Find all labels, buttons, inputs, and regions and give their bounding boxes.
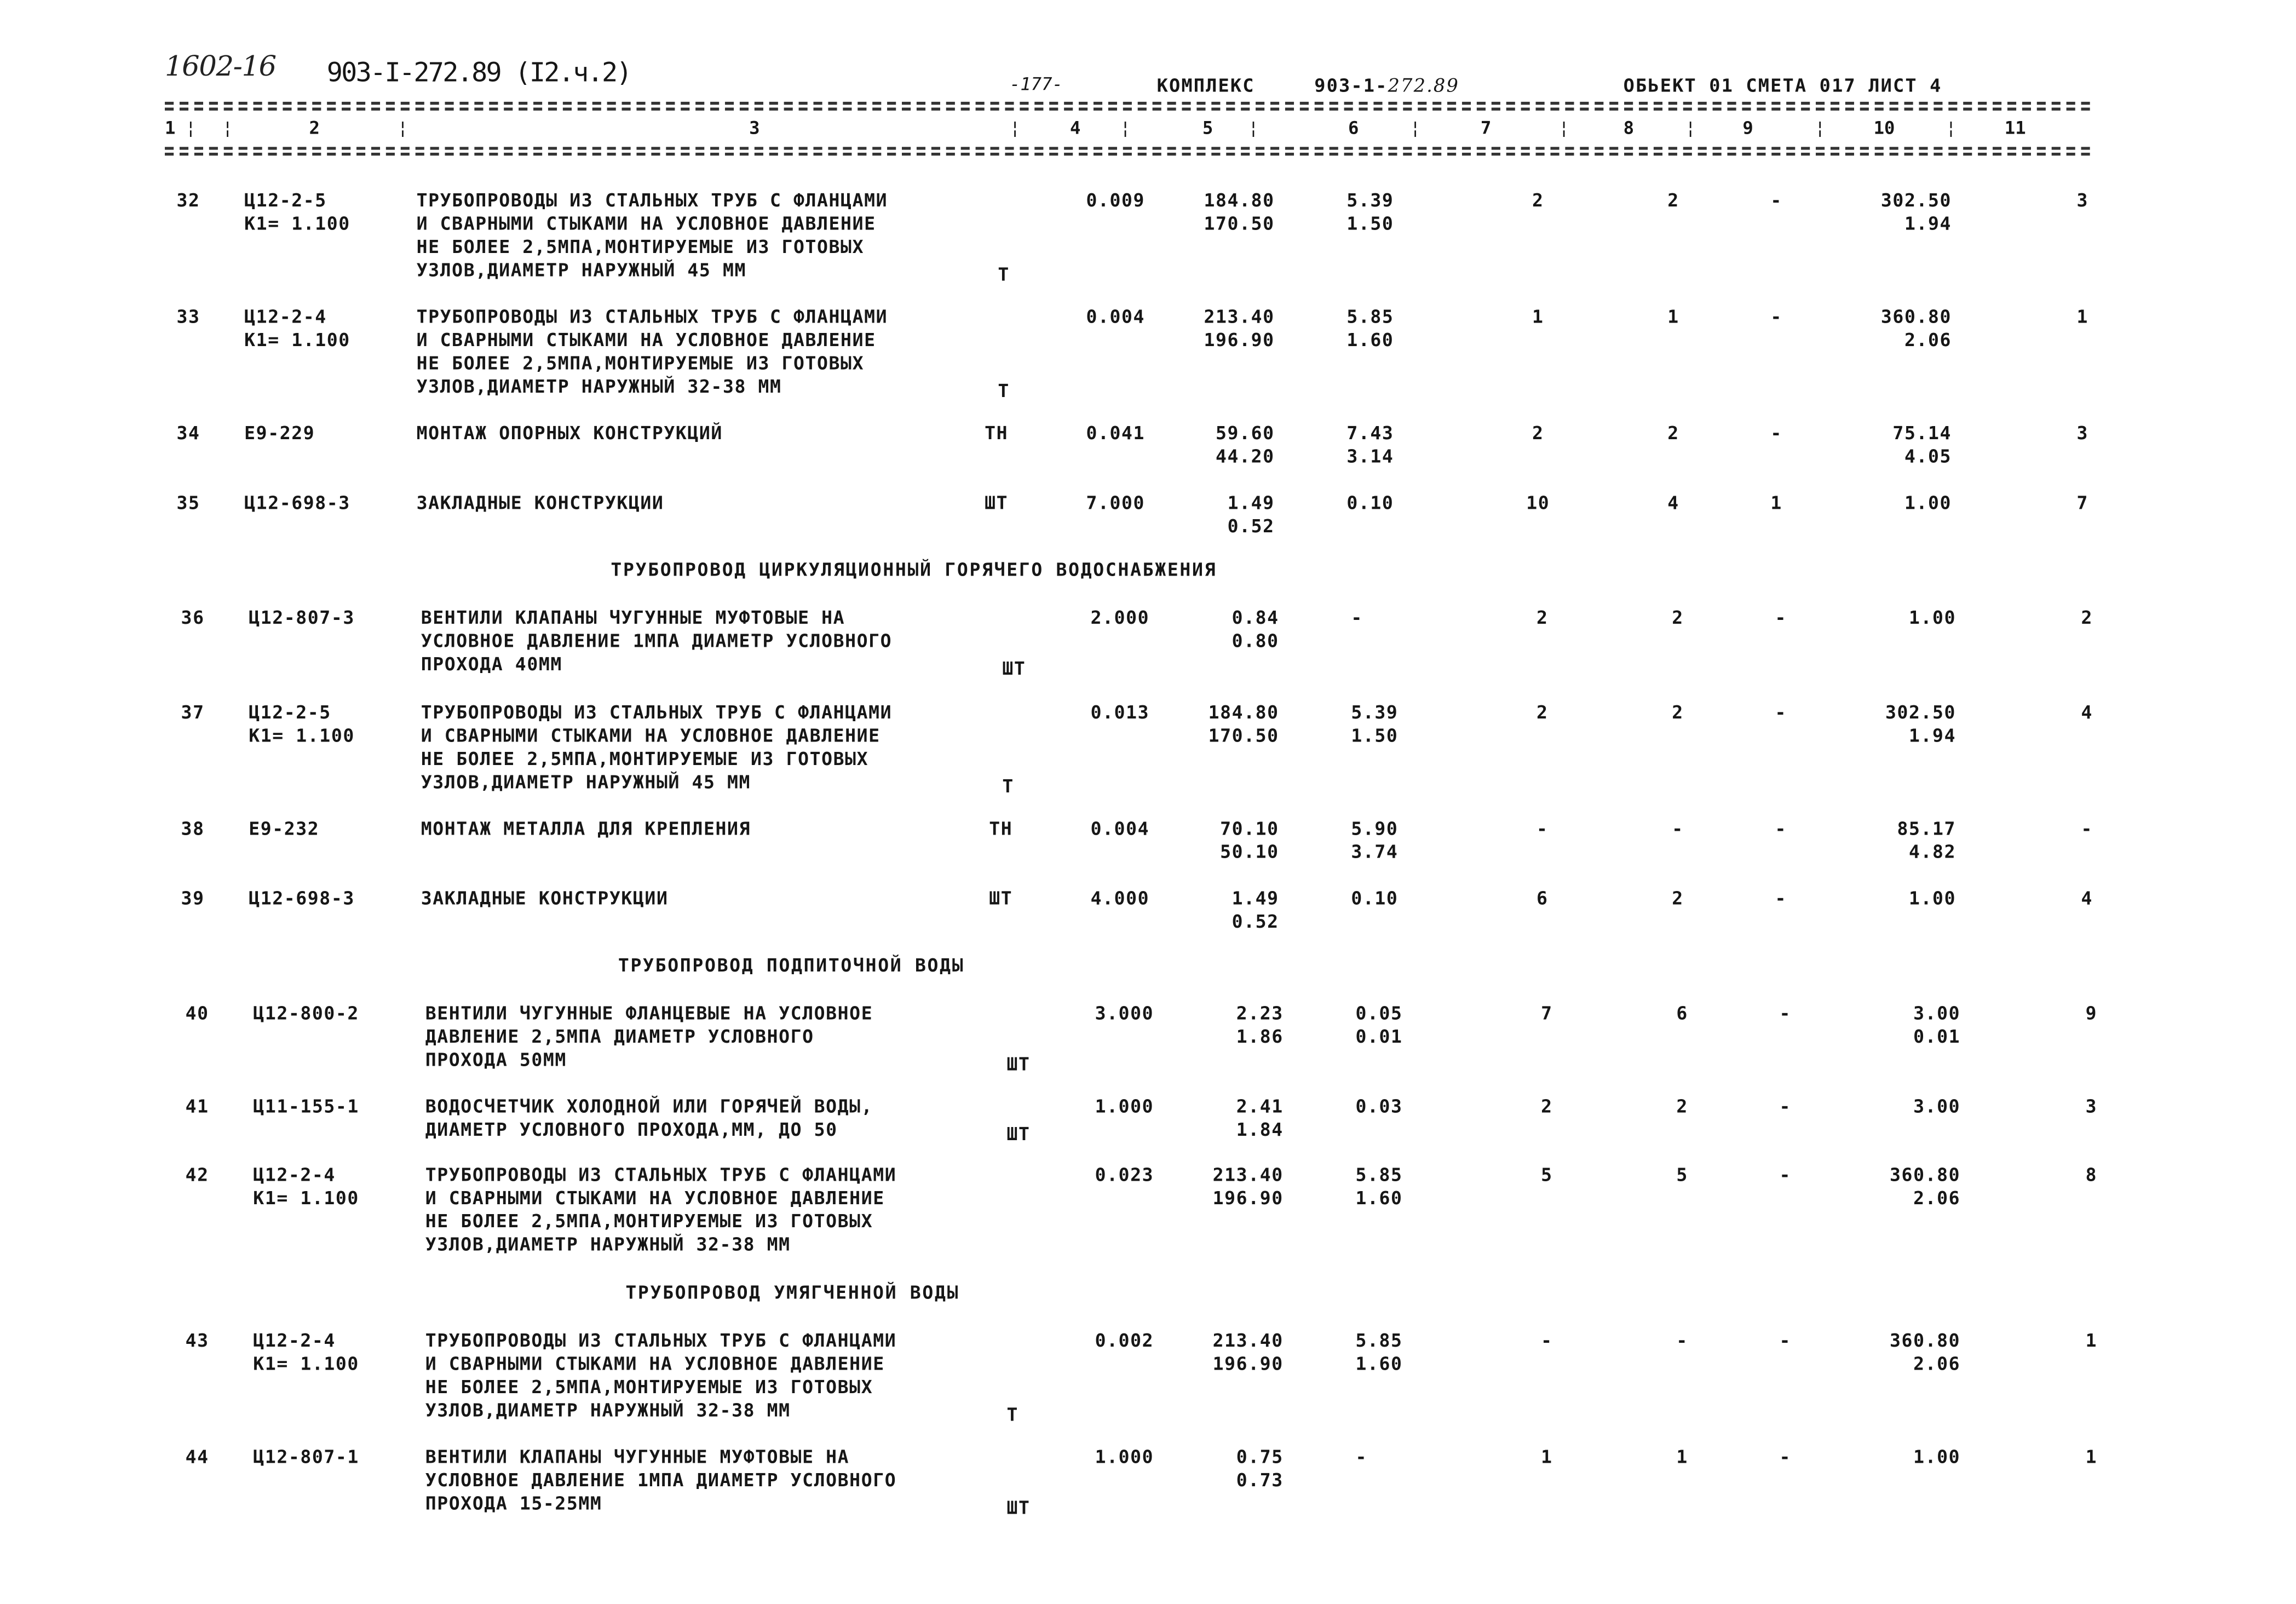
total: 3.00 bbox=[1913, 1096, 1961, 1117]
quantity: 4.000 bbox=[1090, 888, 1150, 909]
col-8: 5 bbox=[1676, 1165, 1688, 1186]
total-wages: 0.01 bbox=[1913, 1026, 1961, 1047]
col-11: 4 bbox=[2081, 888, 2093, 909]
description-line: ЗАКЛАДНЫЕ КОНСТРУКЦИИ bbox=[416, 493, 664, 514]
unit-price: 213.40 bbox=[1204, 307, 1275, 327]
column-number-9: 9 bbox=[1742, 118, 1753, 139]
header-rule-top-2 bbox=[165, 108, 2090, 111]
total: 3.00 bbox=[1913, 1003, 1961, 1024]
unit-price-wages: 44.20 bbox=[1216, 446, 1275, 467]
unit-price: 213.40 bbox=[1212, 1330, 1284, 1351]
cost-wages: 1.60 bbox=[1355, 1354, 1403, 1375]
unit: ШТ bbox=[1006, 1124, 1031, 1145]
quantity: 2.000 bbox=[1090, 607, 1150, 629]
cost-total: - bbox=[1351, 607, 1363, 629]
column-number-8: 8 bbox=[1623, 118, 1635, 139]
row-number: 41 bbox=[185, 1096, 209, 1117]
unit-price-wages: 196.90 bbox=[1212, 1188, 1284, 1209]
unit: ШТ bbox=[985, 493, 1009, 514]
unit: ШТ bbox=[1006, 1054, 1031, 1075]
coefficient: К1= 1.100 bbox=[249, 726, 355, 746]
quantity: 0.041 bbox=[1086, 423, 1146, 444]
cost-wages: 1.50 bbox=[1351, 726, 1399, 746]
unit-price: 184.80 bbox=[1208, 702, 1279, 723]
description-line: УЗЛОВ,ДИАМЕТР НАРУЖНЫЙ 45 ММ bbox=[421, 772, 751, 793]
unit: Т bbox=[1006, 1405, 1018, 1425]
unit-price: 184.80 bbox=[1204, 190, 1275, 211]
cost-wages: 1.60 bbox=[1346, 330, 1394, 350]
unit-price-wages: 0.80 bbox=[1232, 631, 1279, 652]
row-number: 36 bbox=[181, 607, 205, 629]
rate-code: Е9-229 bbox=[244, 423, 315, 444]
coefficient: К1= 1.100 bbox=[253, 1188, 359, 1209]
row-number: 43 bbox=[185, 1330, 209, 1351]
description-line: ВЕНТИЛИ КЛАПАНЫ ЧУГУННЫЕ МУФТОВЫЕ НА bbox=[421, 607, 845, 629]
description-line: НЕ БОЛЕЕ 2,5МПА,МОНТИРУЕМЫЕ ИЗ ГОТОВЫХ bbox=[416, 237, 865, 258]
col-8: 1 bbox=[1676, 1447, 1688, 1468]
col-9: - bbox=[1770, 423, 1782, 444]
rate-code: Ц12-698-3 bbox=[244, 493, 350, 514]
col-7: - bbox=[1537, 819, 1549, 840]
col-8: 4 bbox=[1667, 493, 1679, 514]
description-line: НЕ БОЛЕЕ 2,5МПА,МОНТИРУЕМЫЕ ИЗ ГОТОВЫХ bbox=[416, 353, 865, 374]
cost-total: 5.39 bbox=[1346, 190, 1394, 211]
unit-price: 1.49 bbox=[1227, 493, 1275, 514]
description-line: ТРУБОПРОВОДЫ ИЗ СТАЛЬНЫХ ТРУБ С ФЛАНЦАМИ bbox=[421, 702, 893, 723]
total-wages: 1.94 bbox=[1904, 214, 1952, 234]
total-wages: 2.06 bbox=[1913, 1354, 1961, 1375]
description-line: НЕ БОЛЕЕ 2,5МПА,МОНТИРУЕМЫЕ ИЗ ГОТОВЫХ bbox=[425, 1211, 873, 1232]
description-line: ЗАКЛАДНЫЕ КОНСТРУКЦИИ bbox=[421, 888, 669, 909]
unit-price-wages: 0.52 bbox=[1232, 911, 1279, 933]
description-line: ТРУБОПРОВОДЫ ИЗ СТАЛЬНЫХ ТРУБ С ФЛАНЦАМИ bbox=[416, 307, 888, 327]
col-8: 2 bbox=[1672, 888, 1684, 909]
unit-price-wages: 0.73 bbox=[1236, 1470, 1284, 1491]
column-number-4: 4 bbox=[1070, 118, 1081, 139]
unit-price: 0.84 bbox=[1232, 607, 1279, 629]
row-number: 35 bbox=[176, 493, 200, 514]
unit-price: 59.60 bbox=[1216, 423, 1275, 444]
col-11: 1 bbox=[2085, 1447, 2098, 1468]
row-number: 42 bbox=[185, 1165, 209, 1186]
rate-code: Ц12-698-3 bbox=[249, 888, 355, 909]
col-8: 2 bbox=[1667, 423, 1679, 444]
description-line: УЗЛОВ,ДИАМЕТР НАРУЖНЫЙ 32-38 ММ bbox=[425, 1234, 791, 1255]
column-separator: ¦ bbox=[1815, 118, 1826, 139]
col-9: - bbox=[1775, 888, 1787, 909]
unit-price: 2.41 bbox=[1236, 1096, 1284, 1117]
handwritten-number: 1602-16 bbox=[165, 50, 276, 83]
cost-total: 5.90 bbox=[1351, 819, 1399, 840]
coefficient: К1= 1.100 bbox=[253, 1354, 359, 1375]
total-wages: 2.06 bbox=[1904, 330, 1952, 350]
unit-price-wages: 0.52 bbox=[1227, 516, 1275, 537]
row-number: 39 bbox=[181, 888, 205, 909]
column-separator: ¦ bbox=[1558, 118, 1569, 139]
description-line: ТРУБОПРОВОДЫ ИЗ СТАЛЬНЫХ ТРУБ С ФЛАНЦАМИ bbox=[416, 190, 888, 211]
col-7: 2 bbox=[1532, 190, 1544, 211]
complex-label: КОМПЛЕКС bbox=[1156, 74, 1255, 96]
col-9: - bbox=[1779, 1330, 1792, 1351]
col-9: - bbox=[1775, 819, 1787, 840]
col-7: 5 bbox=[1541, 1165, 1553, 1186]
cost-total: 0.10 bbox=[1351, 888, 1399, 909]
unit: ТН bbox=[989, 819, 1013, 840]
col-7: 2 bbox=[1541, 1096, 1553, 1117]
unit: ТН bbox=[985, 423, 1009, 444]
col-11: 2 bbox=[2081, 607, 2093, 629]
description-line: И СВАРНЫМИ СТЫКАМИ НА УСЛОВНОЕ ДАВЛЕНИЕ bbox=[416, 330, 876, 350]
cost-total: 5.85 bbox=[1346, 307, 1394, 327]
rate-code: Ц12-2-5 bbox=[249, 702, 331, 723]
rate-code: Ц12-2-4 bbox=[244, 307, 327, 327]
column-number-3: 3 bbox=[749, 118, 760, 139]
header-rule-top bbox=[165, 102, 2090, 105]
quantity: 0.013 bbox=[1090, 702, 1150, 723]
unit-price-wages: 1.84 bbox=[1236, 1119, 1284, 1140]
col-9: - bbox=[1775, 607, 1787, 629]
col-7: 2 bbox=[1537, 702, 1549, 723]
col-11: 8 bbox=[2085, 1165, 2098, 1186]
col-8: 2 bbox=[1676, 1096, 1688, 1117]
total: 1.00 bbox=[1909, 607, 1957, 629]
quantity: 0.023 bbox=[1095, 1165, 1154, 1186]
total: 1.00 bbox=[1913, 1447, 1961, 1468]
col-8: 1 bbox=[1667, 307, 1679, 327]
col-11: 3 bbox=[2076, 190, 2088, 211]
unit-price-wages: 170.50 bbox=[1204, 214, 1275, 234]
rate-code: Ц12-2-5 bbox=[244, 190, 327, 211]
quantity: 1.000 bbox=[1095, 1096, 1154, 1117]
unit: ШТ bbox=[989, 888, 1013, 909]
column-number-5: 5 bbox=[1202, 118, 1213, 139]
section-title: ТРУБОПРОВОД ЦИРКУЛЯЦИОННЫЙ ГОРЯЧЕГО ВОДОСНАБЖЕНИЯ bbox=[611, 560, 1217, 580]
description-line: ПРОХОДА 50ММ bbox=[425, 1050, 567, 1071]
complex-code-print: 903-1- bbox=[1314, 74, 1388, 96]
cost-wages: 3.74 bbox=[1351, 842, 1399, 863]
unit-price: 0.75 bbox=[1236, 1447, 1284, 1468]
col-8: 6 bbox=[1676, 1003, 1688, 1024]
unit: Т bbox=[998, 265, 1010, 285]
column-number-1: 1 bbox=[165, 118, 176, 139]
col-8: 2 bbox=[1672, 702, 1684, 723]
col-8: 2 bbox=[1672, 607, 1684, 629]
coefficient: К1= 1.100 bbox=[244, 214, 350, 234]
row-number: 38 bbox=[181, 819, 205, 840]
col-8: - bbox=[1676, 1330, 1688, 1351]
unit-price-wages: 170.50 bbox=[1208, 726, 1279, 746]
quantity: 1.000 bbox=[1095, 1447, 1154, 1468]
col-7: 2 bbox=[1532, 423, 1544, 444]
unit-price-wages: 196.90 bbox=[1204, 330, 1275, 350]
description-line: ВЕНТИЛИ КЛАПАНЫ ЧУГУННЫЕ МУФТОВЫЕ НА bbox=[425, 1447, 850, 1468]
total: 75.14 bbox=[1892, 423, 1952, 444]
col-11: - bbox=[2081, 819, 2093, 840]
col-9: - bbox=[1779, 1447, 1792, 1468]
total: 360.80 bbox=[1890, 1330, 1961, 1351]
description-line: ТРУБОПРОВОДЫ ИЗ СТАЛЬНЫХ ТРУБ С ФЛАНЦАМИ bbox=[425, 1330, 897, 1351]
total: 1.00 bbox=[1904, 493, 1952, 514]
section-title: ТРУБОПРОВОД УМЯГЧЕННОЙ ВОДЫ bbox=[625, 1283, 960, 1303]
description-line: МОНТАЖ ОПОРНЫХ КОНСТРУКЦИЙ bbox=[416, 423, 723, 444]
column-separator: ¦ bbox=[1409, 118, 1421, 139]
rate-code: Ц12-807-1 bbox=[253, 1447, 359, 1468]
total-wages: 4.05 bbox=[1904, 446, 1952, 467]
description-line: ТРУБОПРОВОДЫ ИЗ СТАЛЬНЫХ ТРУБ С ФЛАНЦАМИ bbox=[425, 1165, 897, 1186]
object-info: ОБЬЕКТ 01 СМЕТА 017 ЛИСТ 4 bbox=[1623, 74, 1942, 96]
quantity: 7.000 bbox=[1086, 493, 1146, 514]
cost-total: 5.39 bbox=[1351, 702, 1399, 723]
col-7: 1 bbox=[1532, 307, 1544, 327]
description-line: УЗЛОВ,ДИАМЕТР НАРУЖНЫЙ 32-38 ММ bbox=[416, 376, 782, 397]
col-9: - bbox=[1779, 1096, 1792, 1117]
row-number: 37 bbox=[181, 702, 205, 723]
col-9: - bbox=[1770, 190, 1782, 211]
total: 302.50 bbox=[1885, 702, 1957, 723]
cost-total: - bbox=[1355, 1447, 1368, 1468]
header-rule-bottom bbox=[165, 147, 2090, 150]
description-line: ВОДОСЧЕТЧИК ХОЛОДНОЙ ИЛИ ГОРЯЧЕЙ ВОДЫ, bbox=[425, 1096, 873, 1117]
col-7: 2 bbox=[1537, 607, 1549, 629]
description-line: ПРОХОДА 15-25ММ bbox=[425, 1493, 602, 1514]
description-line: ДАВЛЕНИЕ 2,5МПА ДИАМЕТР УСЛОВНОГО bbox=[425, 1026, 814, 1047]
total-wages: 2.06 bbox=[1913, 1188, 1961, 1209]
description-line: УСЛОВНОЕ ДАВЛЕНИЕ 1МПА ДИАМЕТР УСЛОВНОГО bbox=[425, 1470, 897, 1491]
col-11: 1 bbox=[2085, 1330, 2098, 1351]
column-separator: ¦ bbox=[1120, 118, 1131, 139]
col-7: 1 bbox=[1541, 1447, 1553, 1468]
unit: ШТ bbox=[1002, 658, 1026, 680]
column-separator: ¦ bbox=[1009, 118, 1021, 139]
unit-price: 1.49 bbox=[1232, 888, 1279, 909]
cost-wages: 1.50 bbox=[1346, 214, 1394, 234]
col-7: - bbox=[1541, 1330, 1553, 1351]
quantity: 0.009 bbox=[1086, 190, 1146, 211]
col-7: 10 bbox=[1526, 493, 1550, 514]
column-number-10: 10 bbox=[1873, 118, 1895, 139]
col-7: 6 bbox=[1537, 888, 1549, 909]
rate-code: Ц12-807-3 bbox=[249, 607, 355, 629]
description-line: ПРОХОДА 40ММ bbox=[421, 654, 562, 675]
header-rule-bottom-2 bbox=[165, 153, 2090, 156]
rate-code: Е9-232 bbox=[249, 819, 320, 840]
quantity: 0.004 bbox=[1086, 307, 1146, 327]
column-separator: ¦ bbox=[397, 118, 408, 139]
col-11: 3 bbox=[2085, 1096, 2098, 1117]
column-separator: ¦ bbox=[1946, 118, 1957, 139]
description-line: УСЛОВНОЕ ДАВЛЕНИЕ 1МПА ДИАМЕТР УСЛОВНОГО bbox=[421, 631, 893, 652]
description-line: И СВАРНЫМИ СТЫКАМИ НА УСЛОВНОЕ ДАВЛЕНИЕ bbox=[416, 214, 876, 234]
unit-price-wages: 50.10 bbox=[1220, 842, 1279, 863]
cost-wages: 1.60 bbox=[1355, 1188, 1403, 1209]
total: 360.80 bbox=[1880, 307, 1952, 327]
description-line: НЕ БОЛЕЕ 2,5МПА,МОНТИРУЕМЫЕ ИЗ ГОТОВЫХ bbox=[425, 1377, 873, 1398]
rate-code: Ц11-155-1 bbox=[253, 1096, 359, 1117]
complex-code-handwritten: 272.89 bbox=[1388, 74, 1459, 96]
description-line: И СВАРНЫМИ СТЫКАМИ НА УСЛОВНОЕ ДАВЛЕНИЕ bbox=[425, 1354, 885, 1375]
total-wages: 1.94 bbox=[1909, 726, 1957, 746]
column-number-11: 11 bbox=[2004, 118, 2026, 139]
page-number: -177- bbox=[1009, 74, 1063, 95]
column-separator: ¦ bbox=[1685, 118, 1696, 139]
unit-price: 213.40 bbox=[1212, 1165, 1284, 1186]
col-11: 4 bbox=[2081, 702, 2093, 723]
unit-price-wages: 1.86 bbox=[1236, 1026, 1284, 1047]
row-number: 40 bbox=[185, 1003, 209, 1024]
column-separator: ¦ bbox=[1248, 118, 1259, 139]
total: 360.80 bbox=[1890, 1165, 1961, 1186]
col-11: 3 bbox=[2076, 423, 2088, 444]
cost-total: 5.85 bbox=[1355, 1330, 1403, 1351]
description-line: ВЕНТИЛИ ЧУГУННЫЕ ФЛАНЦЕВЫЕ НА УСЛОВНОЕ bbox=[425, 1003, 873, 1024]
cost-wages: 0.01 bbox=[1355, 1026, 1403, 1047]
description-line: НЕ БОЛЕЕ 2,5МПА,МОНТИРУЕМЫЕ ИЗ ГОТОВЫХ bbox=[421, 749, 869, 769]
column-number-7: 7 bbox=[1480, 118, 1492, 139]
column-number-6: 6 bbox=[1348, 118, 1359, 139]
description-line: МОНТАЖ МЕТАЛЛА ДЛЯ КРЕПЛЕНИЯ bbox=[421, 819, 751, 840]
row-number: 44 bbox=[185, 1447, 209, 1468]
total-wages: 4.82 bbox=[1909, 842, 1957, 863]
total: 302.50 bbox=[1880, 190, 1952, 211]
row-number: 34 bbox=[176, 423, 200, 444]
column-separator: ¦ bbox=[222, 118, 233, 139]
unit-price: 2.23 bbox=[1236, 1003, 1284, 1024]
rate-code: Ц12-800-2 bbox=[253, 1003, 359, 1024]
unit: Т bbox=[1002, 777, 1014, 797]
unit-price-wages: 196.90 bbox=[1212, 1354, 1284, 1375]
description-line: ДИАМЕТР УСЛОВНОГО ПРОХОДА,ММ, ДО 50 bbox=[425, 1119, 838, 1140]
col-9: - bbox=[1779, 1165, 1792, 1186]
total: 1.00 bbox=[1909, 888, 1957, 909]
cost-total: 5.85 bbox=[1355, 1165, 1403, 1186]
cost-total: 0.10 bbox=[1346, 493, 1394, 514]
col-9: - bbox=[1779, 1003, 1792, 1024]
description-line: И СВАРНЫМИ СТЫКАМИ НА УСЛОВНОЕ ДАВЛЕНИЕ bbox=[425, 1188, 885, 1209]
complex-code bbox=[1314, 74, 1459, 96]
col-9: - bbox=[1770, 307, 1782, 327]
col-11: 9 bbox=[2085, 1003, 2098, 1024]
row-number: 32 bbox=[176, 190, 200, 211]
col-8: - bbox=[1672, 819, 1684, 840]
description-line: УЗЛОВ,ДИАМЕТР НАРУЖНЫЙ 45 ММ bbox=[416, 260, 746, 281]
unit: Т bbox=[998, 381, 1010, 401]
col-11: 1 bbox=[2076, 307, 2088, 327]
document-code: 903-I-272.89 (I2.ч.2) bbox=[326, 58, 631, 89]
description-line: УЗЛОВ,ДИАМЕТР НАРУЖНЫЙ 32-38 ММ bbox=[425, 1400, 791, 1421]
quantity: 0.004 bbox=[1090, 819, 1150, 840]
rate-code: Ц12-2-4 bbox=[253, 1165, 336, 1186]
row-number: 33 bbox=[176, 307, 200, 327]
column-separator: ¦ bbox=[185, 118, 197, 139]
total: 85.17 bbox=[1897, 819, 1957, 840]
cost-total: 0.05 bbox=[1355, 1003, 1403, 1024]
col-7: 7 bbox=[1541, 1003, 1553, 1024]
cost-total: 7.43 bbox=[1346, 423, 1394, 444]
column-number-2: 2 bbox=[309, 118, 320, 139]
col-8: 2 bbox=[1667, 190, 1679, 211]
cost-total: 0.03 bbox=[1355, 1096, 1403, 1117]
quantity: 3.000 bbox=[1095, 1003, 1154, 1024]
coefficient: К1= 1.100 bbox=[244, 330, 350, 350]
cost-wages: 3.14 bbox=[1346, 446, 1394, 467]
unit: ШТ bbox=[1006, 1498, 1031, 1519]
description-line: И СВАРНЫМИ СТЫКАМИ НА УСЛОВНОЕ ДАВЛЕНИЕ bbox=[421, 726, 881, 746]
col-11: 7 bbox=[2076, 493, 2088, 514]
col-9: - bbox=[1775, 702, 1787, 723]
col-9: 1 bbox=[1770, 493, 1782, 514]
unit-price: 70.10 bbox=[1220, 819, 1279, 840]
rate-code: Ц12-2-4 bbox=[253, 1330, 336, 1351]
quantity: 0.002 bbox=[1095, 1330, 1154, 1351]
section-title: ТРУБОПРОВОД ПОДПИТОЧНОЙ ВОДЫ bbox=[618, 955, 965, 976]
